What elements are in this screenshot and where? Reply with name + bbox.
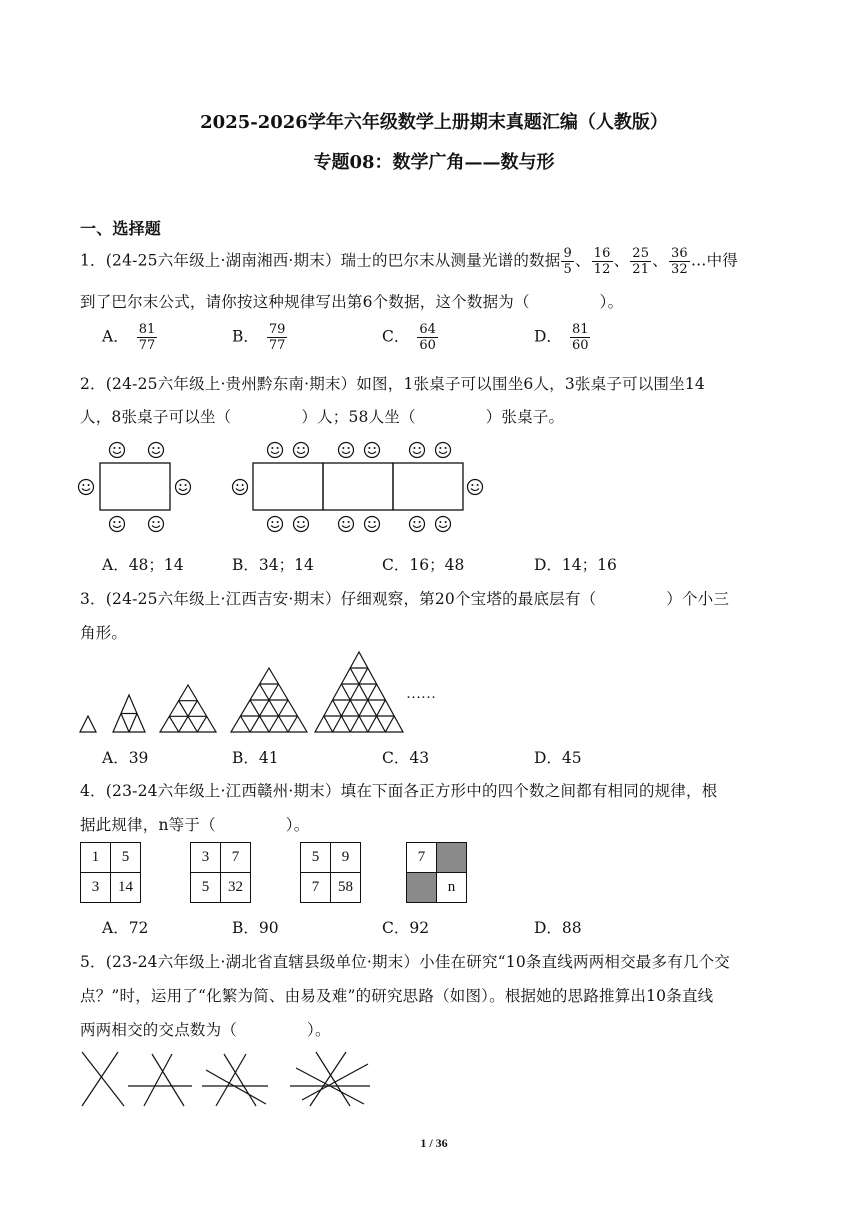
number-square-2: 3 7 5 32 xyxy=(190,842,251,903)
single-table xyxy=(100,463,170,510)
q1-line1: 1．(24-25六年级上·湖南湘西·期末）瑞士的巴尔末从测量光谱的数据 $\frac{9}{5}$ 、 $\frac{16}{12}$ 、 $\frac{25}{21}$ 、 $\frac{36}{32}$ …中得 xyxy=(80,246,739,277)
smiley-icon xyxy=(339,517,354,532)
q5-line1: 5．(23-24六年级上·湖北省直辖县级单位·期末）小佳在研究“10条直线两两相交最多有几个交 xyxy=(80,953,730,971)
q5-line3: 两两相交的交点数为（ ）。 xyxy=(80,1021,331,1039)
pagoda-2 xyxy=(113,695,145,732)
q2-option-a[interactable]: A．48；14 xyxy=(102,556,184,574)
q2-option-c[interactable]: C．16；48 xyxy=(382,556,465,574)
number-square-4: 7 n xyxy=(406,842,467,903)
q3-line2: 角形。 xyxy=(80,624,128,642)
q3-option-d[interactable]: D．45 xyxy=(534,749,582,767)
q4-option-c[interactable]: C．92 xyxy=(382,919,430,937)
q3-option-b[interactable]: B．41 xyxy=(232,749,279,767)
number-square-1: 1 5 3 14 xyxy=(80,842,141,903)
q1-option-d[interactable]: D． $\frac{81}{60}$ xyxy=(534,322,589,353)
q1-frac-2: $\frac{16}{12}$ xyxy=(593,246,611,277)
q1-line2: 到了巴尔末公式，请你按这种规律写出第6个数据，这个数据为（ ）。 xyxy=(80,293,624,311)
five-lines xyxy=(290,1052,370,1106)
smiley-icon xyxy=(468,480,483,495)
q4-option-a[interactable]: A．72 xyxy=(102,919,149,937)
page-title: 2025-2026学年六年级数学上册期末真题汇编（人教版） xyxy=(200,112,668,133)
smiley-icon xyxy=(79,480,94,495)
table-1 xyxy=(253,463,323,510)
smiley-icon xyxy=(268,443,283,458)
q4-line1: 4．(23-24六年级上·江西赣州·期末）填在下面各正方形中的四个数之间都有相同的规律，根 xyxy=(80,782,718,800)
two-lines xyxy=(82,1052,124,1106)
q4-option-d[interactable]: D．88 xyxy=(534,919,582,937)
q2-option-d[interactable]: D．14；16 xyxy=(534,556,617,574)
q3-pagoda-figure xyxy=(76,648,456,736)
smiley-icon xyxy=(436,517,451,532)
pagoda-3 xyxy=(160,685,216,732)
four-lines xyxy=(202,1054,268,1106)
smiley-icon xyxy=(294,443,309,458)
smiley-icon xyxy=(149,517,164,532)
q1-option-c[interactable]: C． $\frac{64}{60}$ xyxy=(382,322,436,353)
smiley-icon xyxy=(436,443,451,458)
smiley-icon xyxy=(410,443,425,458)
q3-option-a[interactable]: A．39 xyxy=(102,749,149,767)
shaded-cell xyxy=(437,843,467,873)
page-number: 1 / 36 xyxy=(420,1136,448,1150)
page-subtitle: 专题08：数学广角——数与形 xyxy=(313,152,555,173)
smiley-icon xyxy=(149,443,164,458)
q4-line2: 据此规律，n等于（ ）。 xyxy=(80,816,310,834)
q5-lines-figure xyxy=(76,1048,376,1112)
table-3 xyxy=(393,463,463,510)
q4-option-b[interactable]: B．90 xyxy=(232,919,279,937)
q2-tables-figure xyxy=(76,438,496,538)
q2-line1: 2．(24-25六年级上·贵州黔东南·期末）如图，1张桌子可以围坐6人，3张桌子可以围坐14 xyxy=(80,375,705,393)
unknown-n-cell: n xyxy=(437,873,467,903)
q3-option-c[interactable]: C．43 xyxy=(382,749,430,767)
smiley-icon xyxy=(110,517,125,532)
q5-line2: 点？”时，运用了“化繁为简、由易及难”的研究思路（如图）。根据她的思路推算出10条直线 xyxy=(80,987,714,1005)
smiley-icon xyxy=(294,517,309,532)
shaded-cell xyxy=(407,873,437,903)
smiley-icon xyxy=(110,443,125,458)
q1-option-b[interactable]: B． $\frac{79}{77}$ xyxy=(232,322,286,353)
pagoda-4 xyxy=(231,668,307,732)
smiley-icon xyxy=(268,517,283,532)
three-lines xyxy=(128,1054,192,1106)
smiley-icon xyxy=(365,443,380,458)
pagoda-5 xyxy=(315,652,403,732)
section-heading: 一、选择题 xyxy=(80,219,162,238)
smiley-icon xyxy=(176,480,191,495)
q1-frac-3: $\frac{25}{21}$ xyxy=(632,246,650,277)
q1-frac-1: $\frac{9}{5}$ xyxy=(563,246,572,277)
number-square-3: 5 9 7 58 xyxy=(300,842,361,903)
smiley-icon xyxy=(339,443,354,458)
q2-option-b[interactable]: B．34；14 xyxy=(232,556,314,574)
pagoda-1 xyxy=(80,716,96,732)
q1-frac-4: $\frac{36}{32}$ xyxy=(670,246,688,277)
table-2 xyxy=(323,463,393,510)
q2-line2: 人，8张桌子可以坐（ ）人；58人坐（ ）张桌子。 xyxy=(80,408,565,426)
smiley-icon xyxy=(365,517,380,532)
q1-option-a[interactable]: A． $\frac{81}{77}$ xyxy=(102,322,156,353)
smiley-icon xyxy=(410,517,425,532)
q3-line1: 3．(24-25六年级上·江西吉安·期末）仔细观察，第20个宝塔的最底层有（ ）个小三 xyxy=(80,590,730,608)
smiley-icon xyxy=(233,480,248,495)
q3-ellipsis: …… xyxy=(406,686,436,702)
